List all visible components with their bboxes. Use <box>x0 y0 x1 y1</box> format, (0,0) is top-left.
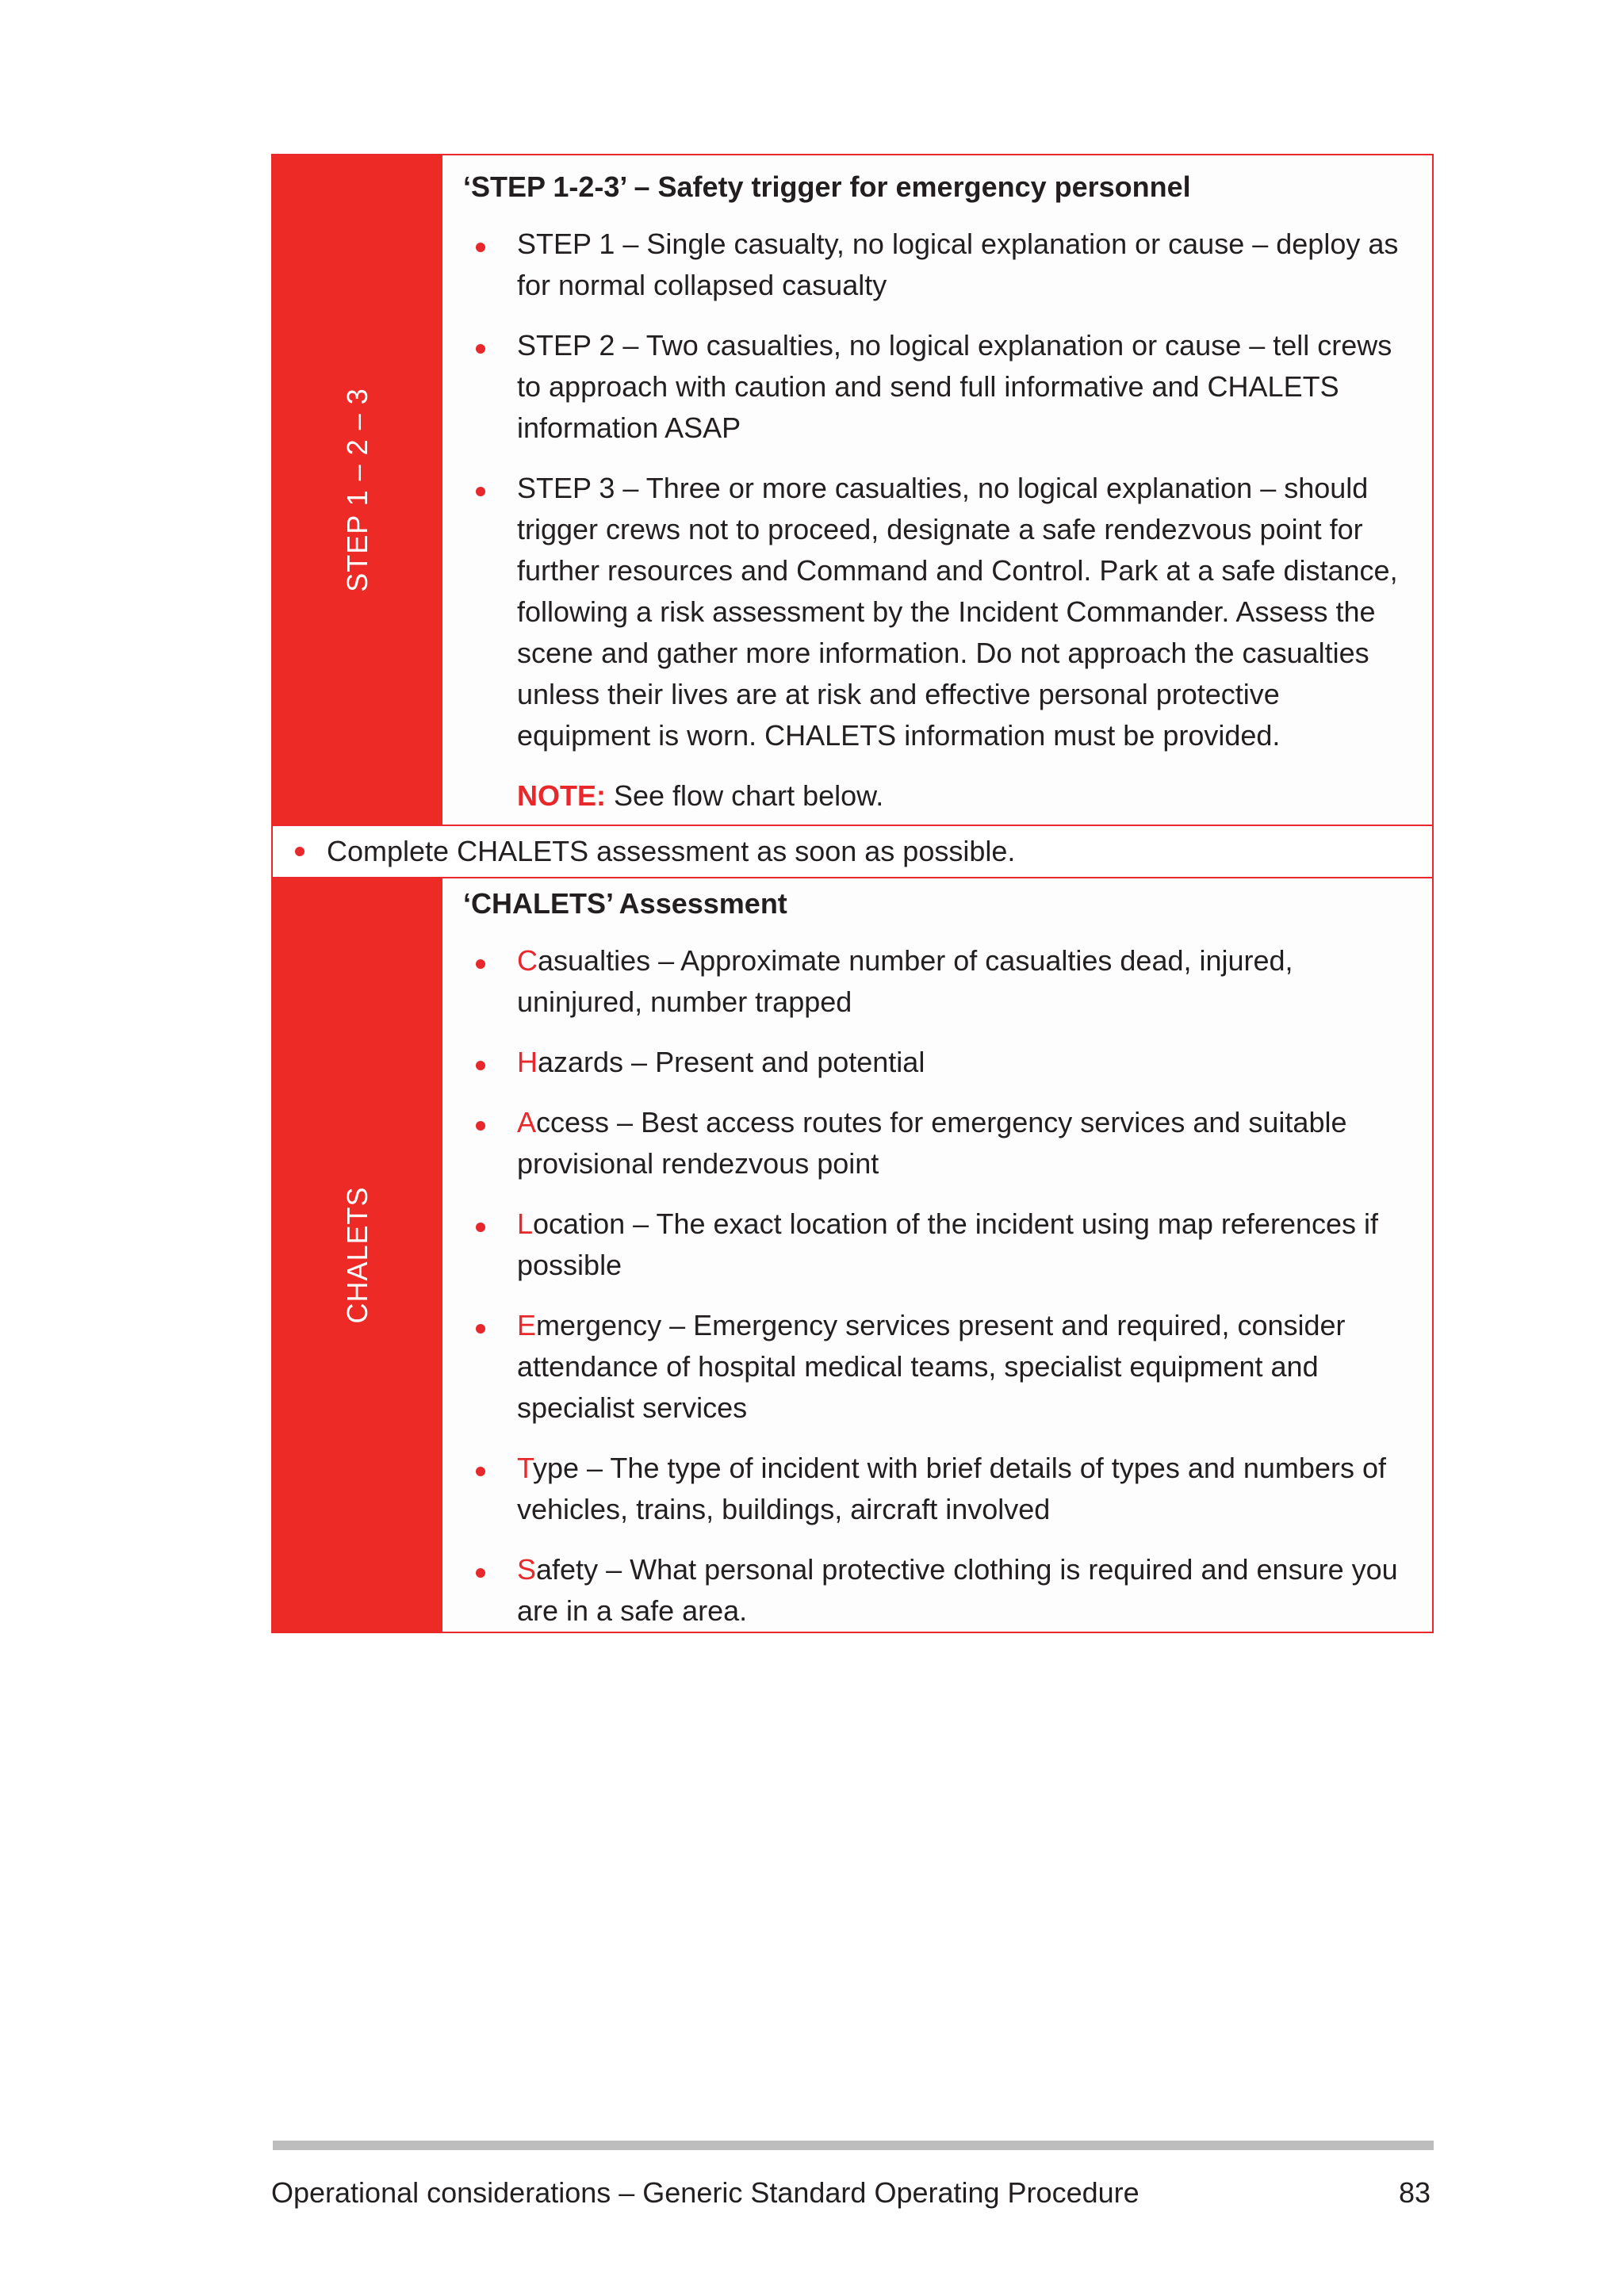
chalets-instruction-text: Complete CHALETS assessment as soon as possible. <box>327 835 1016 867</box>
chalets-instruction-row <box>273 825 1432 878</box>
chalets-side-band <box>273 878 442 1632</box>
step-123-side-label: STEP 1 – 2 – 3 <box>341 388 373 592</box>
mnemonic-letter: S <box>517 1553 537 1586</box>
bullet-dot-icon <box>476 959 485 969</box>
mnemonic-letter: C <box>517 944 538 977</box>
chalets-block <box>273 878 1432 1632</box>
step-123-list <box>463 224 1415 756</box>
mnemonic-letter: L <box>517 1207 534 1240</box>
list-item <box>463 1305 1415 1429</box>
mnemonic-text: ocation – The exact location of the incident using map references if possible <box>517 1207 1379 1281</box>
mnemonic-letter: E <box>517 1309 537 1341</box>
bullet-text: STEP 3 – Three or more casualties, no logical explanation – should trigger crews not to proceed, designate a safe rendezvous point for further resources and Command and Control. Park at a safe distance, following a risk assessment by the Incident Commander. Assess the scene and gather more information. Do not approach the casualties unless their lives are at risk and effective personal protective equipment is worn. CHALETS information must be provided. <box>517 472 1398 752</box>
chalets-list <box>463 940 1415 1632</box>
list-item <box>463 940 1415 1023</box>
mnemonic-text: ype – The type of incident with brief details of types and numbers of vehicles, trains, buildings, aircraft involved <box>517 1452 1386 1525</box>
bullet-text: STEP 1 – Single casualty, no logical explanation or cause – deploy as for normal collapsed casualty <box>517 228 1399 301</box>
list-item <box>463 1448 1415 1530</box>
mnemonic-letter: T <box>517 1452 534 1484</box>
list-item <box>463 468 1415 756</box>
mnemonic-letter: A <box>517 1106 537 1138</box>
bullet-dot-icon <box>476 1121 485 1131</box>
bullet-dot-icon <box>476 1223 485 1232</box>
chalets-side-label: CHALETS <box>341 1186 373 1324</box>
step-123-content <box>442 155 1432 825</box>
bullet-dot-icon <box>476 1324 485 1334</box>
list-item <box>463 1042 1415 1083</box>
bullet-dot-icon <box>476 487 485 496</box>
mnemonic-text: ccess – Best access routes for emergency services and suitable provisional rendezvous point <box>517 1106 1347 1180</box>
bullet-dot-icon <box>476 1467 485 1476</box>
list-item <box>463 1549 1415 1632</box>
list-item <box>463 1203 1415 1286</box>
bullet-text: STEP 2 – Two casualties, no logical explanation or cause – tell crews to approach with caution and send full informative and CHALETS information ASAP <box>517 329 1392 444</box>
list-item <box>463 325 1415 449</box>
procedure-table <box>271 154 1434 1633</box>
note-label: NOTE: <box>517 779 606 812</box>
note-line <box>463 775 1415 817</box>
note-text: See flow chart below. <box>606 779 884 812</box>
chalets-content <box>442 878 1432 1632</box>
chalets-heading: ‘CHALETS’ Assessment <box>463 887 787 920</box>
bullet-dot-icon <box>476 243 485 252</box>
step-123-heading: ‘STEP 1-2-3’ – Safety trigger for emergency personnel <box>463 170 1191 203</box>
bullet-dot-icon <box>476 1061 485 1070</box>
bullet-dot-icon <box>476 344 485 354</box>
list-item <box>463 224 1415 306</box>
mnemonic-letter: H <box>517 1046 538 1078</box>
bullet-dot-icon <box>476 1568 485 1578</box>
page-number: 83 <box>1398 2176 1431 2209</box>
mnemonic-text: afety – What personal protective clothing is required and ensure you are in a safe area. <box>517 1553 1398 1627</box>
list-item <box>463 1102 1415 1184</box>
step-123-block <box>273 155 1432 825</box>
bullet-dot-icon <box>295 847 304 856</box>
footer-title: Operational considerations – Generic Standard Operating Procedure <box>271 2176 1139 2209</box>
mnemonic-text: azards – Present and potential <box>538 1046 925 1078</box>
mnemonic-text: asualties – Approximate number of casualties dead, injured, uninjured, number trapped <box>517 944 1293 1018</box>
footer-divider <box>273 2141 1434 2150</box>
step-123-side-band <box>273 155 442 825</box>
mnemonic-text: mergency – Emergency services present and required, consider attendance of hospital medical teams, specialist equipment and specialist services <box>517 1309 1346 1424</box>
